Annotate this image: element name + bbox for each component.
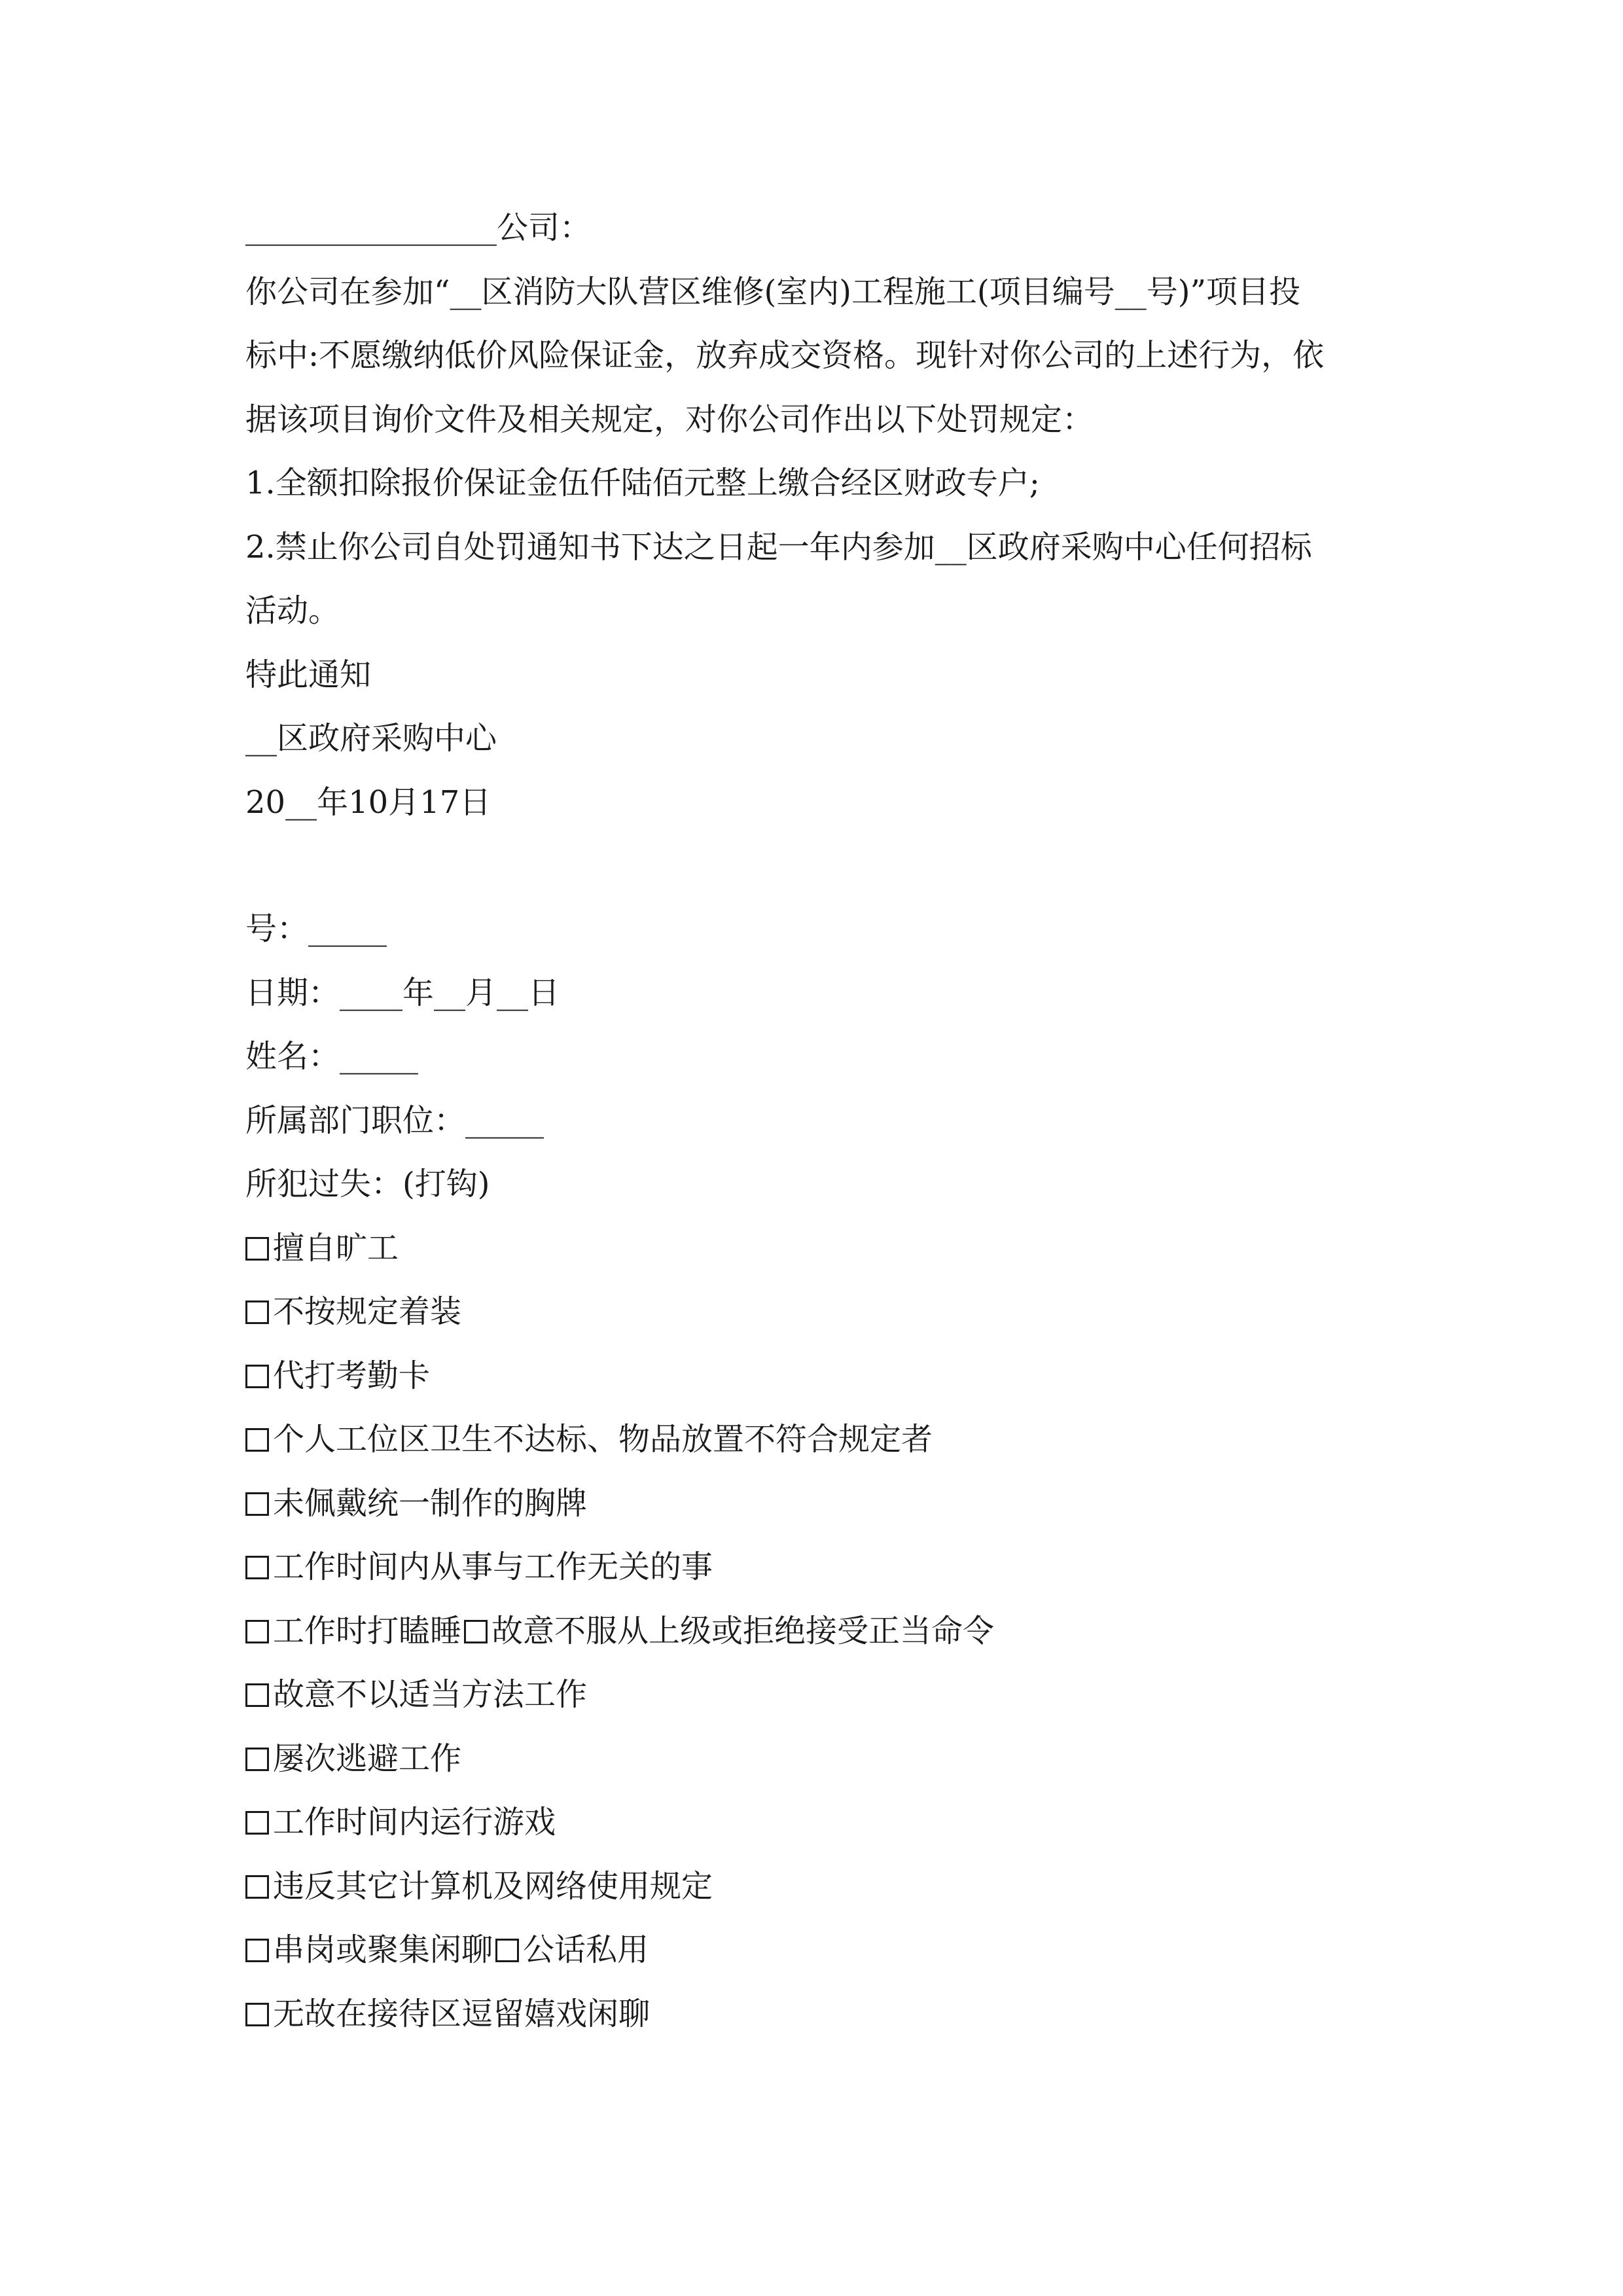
checkbox[interactable] (245, 1939, 269, 1962)
offense-row (245, 1217, 1397, 1281)
offense-row (245, 1535, 1397, 1600)
offense-row (245, 1727, 1397, 1791)
recipient-blank: ________________ (245, 209, 497, 246)
offense-row (245, 1344, 1397, 1408)
notice-paragraph-line-1: 你公司在参加“__区消防大队营区维修(室内)工程施工(项目编号__号)”项目投 (245, 273, 1300, 310)
checkbox[interactable] (245, 1811, 269, 1835)
offense-label: 个人工位区卫生不达标、物品放置不符合规定者 (273, 1421, 933, 1458)
notice-paragraph-line-2: 标中:不愿缴纳低价风险保证金，放弃成交资格。现针对你公司的上述行为，依 (245, 337, 1325, 374)
offense-label: 违反其它计算机及网络使用规定 (273, 1867, 713, 1905)
offense-label: 工作时间内运行游戏 (273, 1804, 556, 1840)
checkbox[interactable] (245, 1556, 269, 1579)
offense-row (245, 1791, 1397, 1855)
recipient-line (245, 196, 1397, 260)
offense-label: 无故在接待区逗留嬉戏闲聊 (273, 1995, 651, 2032)
offense-row (245, 1855, 1397, 1919)
penalty-item-2-line-1: 2.禁止你公司自处罚通知书下达之日起一年内参加__区政府采购中心任何招标 (245, 528, 1312, 565)
offense-label: 代打考勤卡 (273, 1357, 431, 1394)
offense-row (245, 1982, 1397, 2047)
checkbox[interactable] (495, 1939, 519, 1962)
checkbox[interactable] (245, 1620, 269, 1643)
offense-label: 故意不服从上级或拒绝接受正当命令 (491, 1612, 995, 1649)
offense-label: 未佩戴统一制作的胸牌 (273, 1484, 588, 1522)
offense-label: 擅自旷工 (273, 1229, 399, 1266)
offense-row (245, 1408, 1397, 1472)
checkbox[interactable] (245, 1748, 269, 1771)
offense-label: 工作时间内从事与工作无关的事 (273, 1549, 713, 1585)
checkbox[interactable] (245, 1428, 269, 1452)
form-number-field: 号：_____ (245, 910, 387, 947)
issuer-name: __区政府采购中心 (245, 720, 497, 757)
recipient-suffix: 公司： (497, 209, 592, 246)
checkbox[interactable] (245, 1237, 269, 1261)
notice-paragraph-line-3: 据该项目询价文件及相关规定，对你公司作出以下处罚规定： (245, 401, 1094, 438)
checkbox[interactable] (245, 1365, 269, 1388)
document-page (245, 196, 1397, 2046)
offense-label: 工作时打瞌睡 (273, 1612, 462, 1649)
checkbox[interactable] (245, 1875, 269, 1899)
offense-row (245, 1472, 1397, 1536)
form-dept-field: 所属部门职位：_____ (245, 1102, 544, 1139)
penalty-item-1: 1.全额扣除报价保证金伍仟陆佰元整上缴合经区财政专户; (245, 465, 1040, 501)
offense-label: 串岗或聚集闲聊 (273, 1931, 493, 1968)
form-name-field: 姓名：_____ (245, 1038, 419, 1075)
offense-row (245, 1280, 1397, 1344)
offense-label: 公话私用 (523, 1931, 649, 1968)
checkbox[interactable] (245, 1683, 269, 1707)
offense-row (245, 1663, 1397, 1727)
form-date-field: 日期：____年__月__日 (245, 974, 560, 1011)
penalty-item-2-line-2: 活动。 (245, 592, 340, 629)
section-gap (245, 834, 1397, 897)
offense-label: 不按规定着装 (273, 1293, 462, 1330)
offense-label: 屡次逃避工作 (273, 1740, 462, 1777)
offense-heading: 所犯过失：(打钩) (245, 1166, 490, 1202)
checkbox[interactable] (464, 1620, 488, 1643)
offense-row (245, 1918, 1397, 1982)
issue-date: 20__年10月17日 (245, 783, 491, 821)
offense-row (245, 1600, 1397, 1664)
checkbox[interactable] (245, 1492, 269, 1516)
checkbox[interactable] (245, 2003, 269, 2026)
checkbox[interactable] (245, 1300, 269, 1324)
closing-phrase: 特此通知 (245, 656, 372, 693)
offense-label: 故意不以适当方法工作 (273, 1676, 588, 1713)
